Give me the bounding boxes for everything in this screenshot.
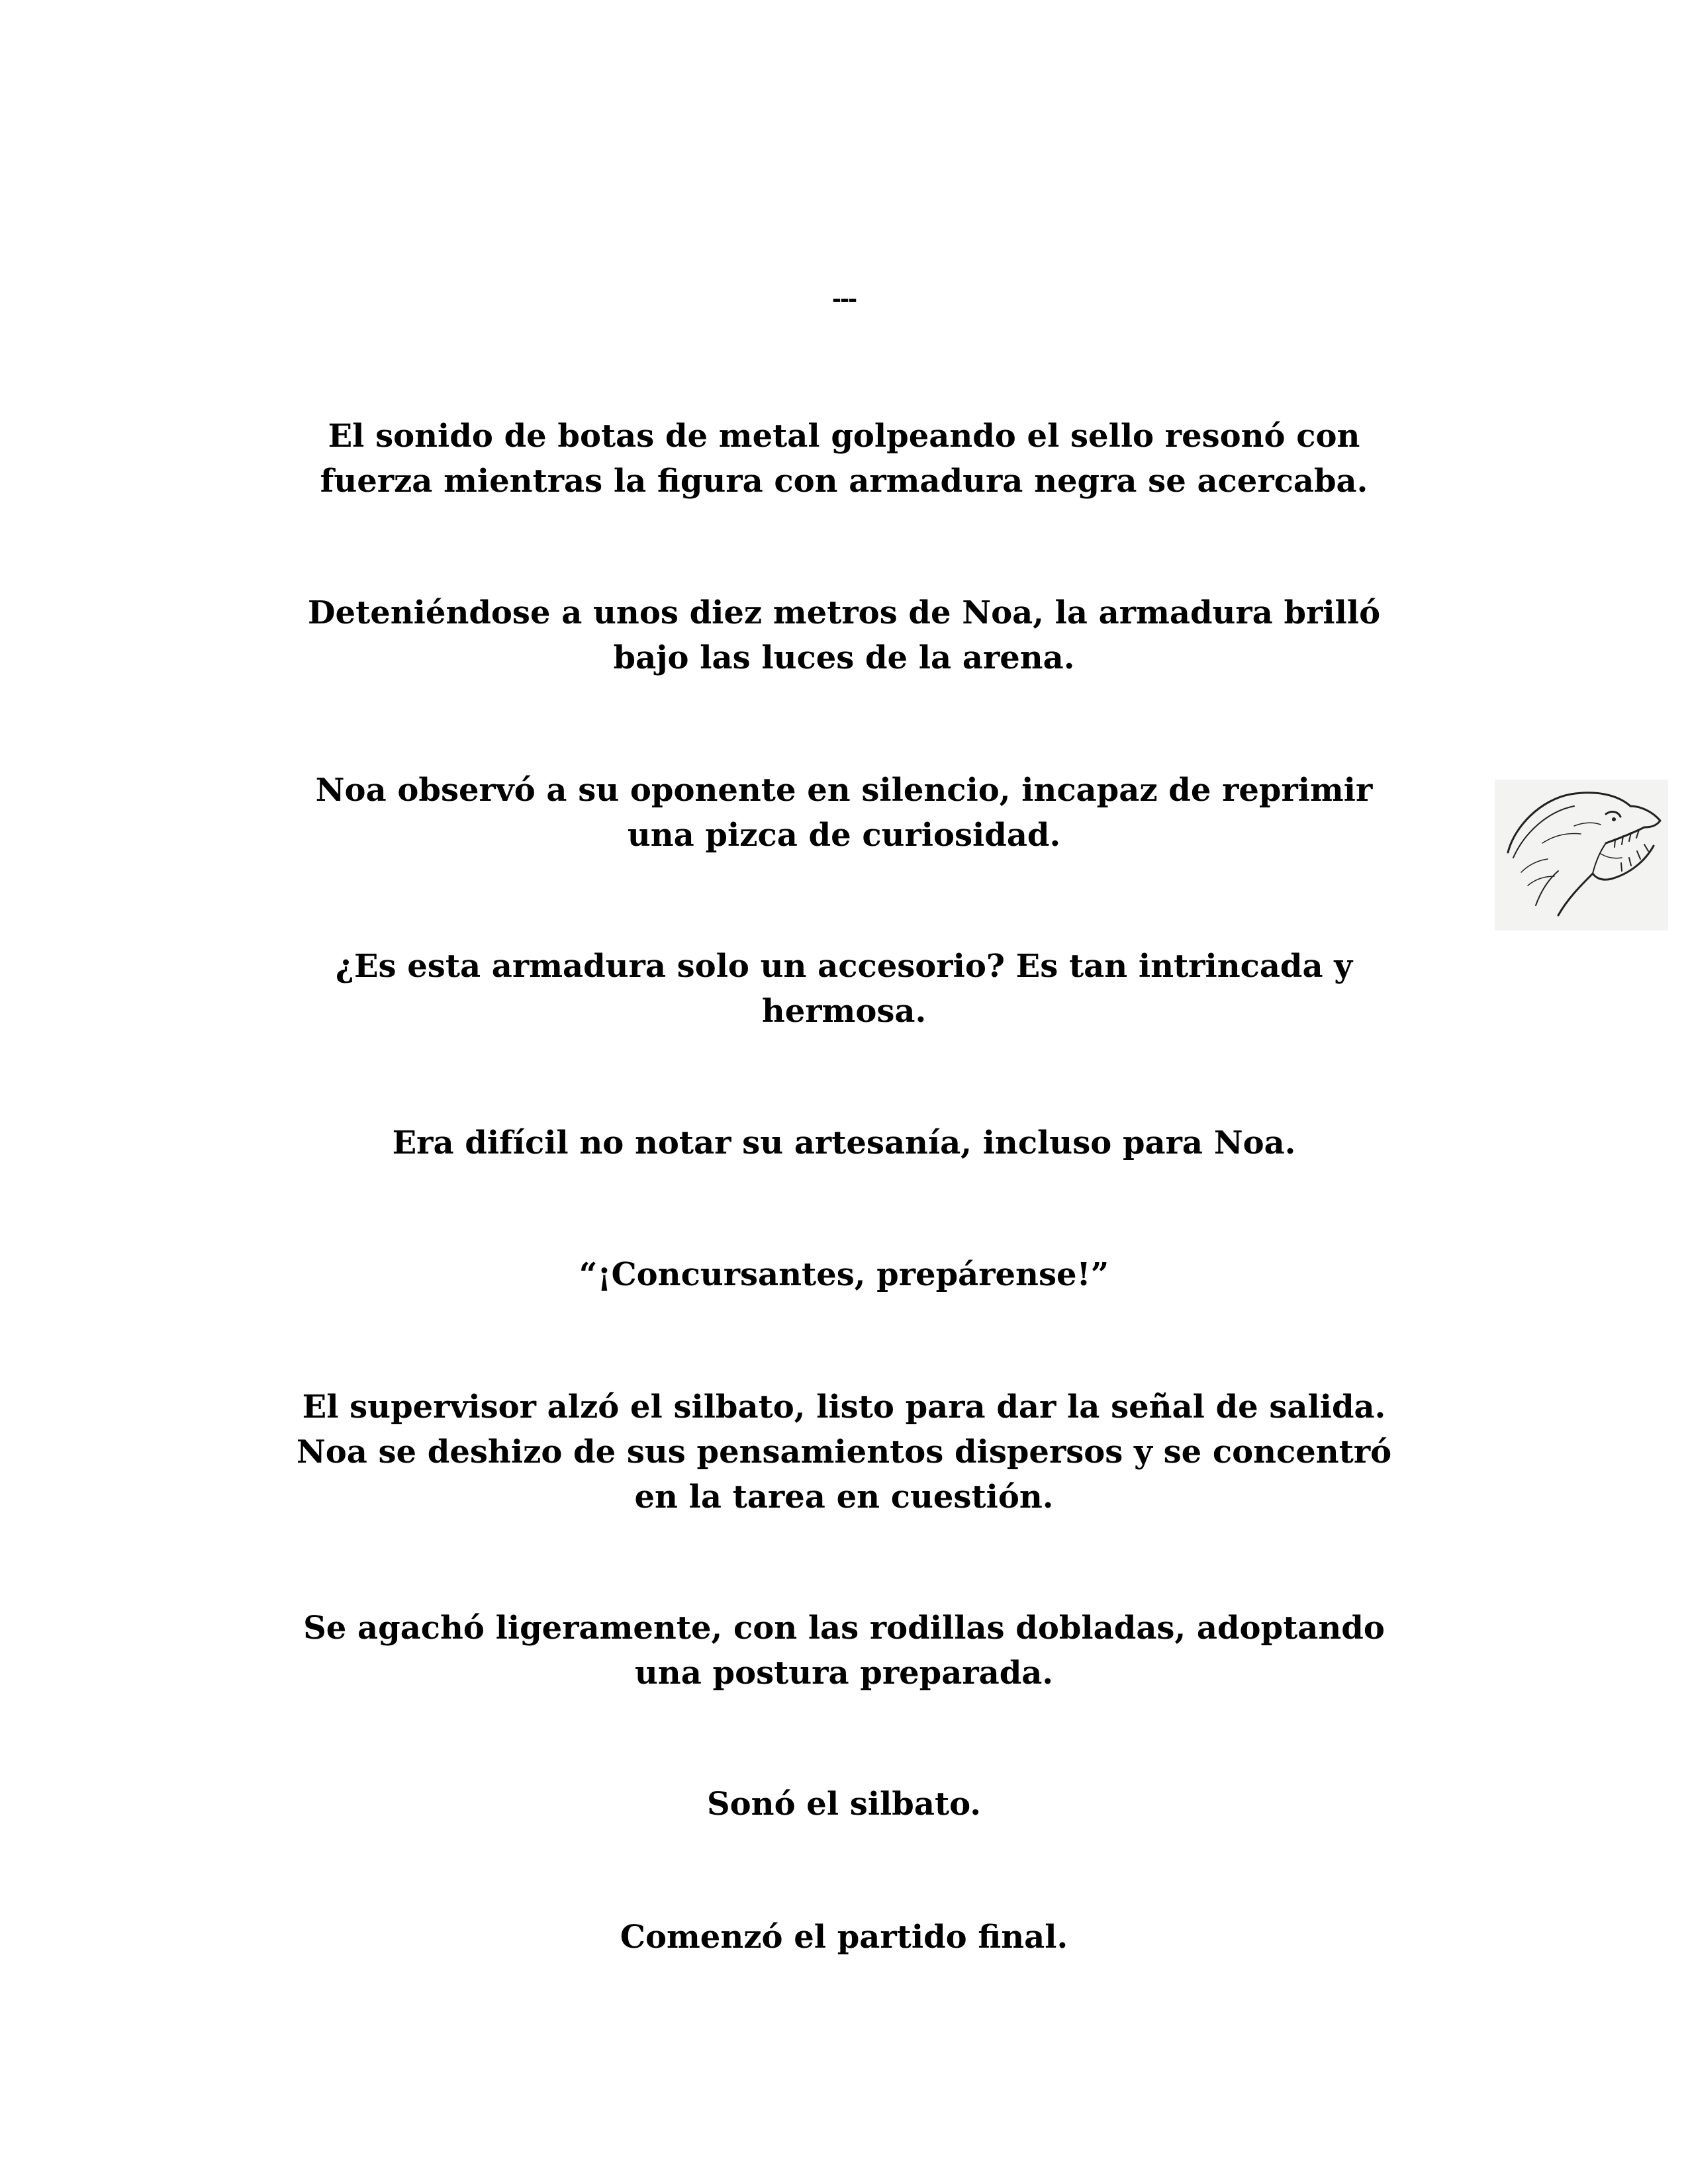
section-separator: --- [831,286,857,312]
paragraph-2: Deteniéndose a unos diez metros de Noa, la armadura brilló bajo las luces de la arena. [307,594,1381,676]
paragraph-6: “¡Concursantes, prepárense!” [579,1256,1109,1293]
paragraph-7: El supervisor alzó el silbato, listo para dar la señal de salida. Noa se deshizo de sus pensamientos dispersos y se concentró en la tarea en cuestión. [296,1388,1392,1516]
paragraph-3: Noa observó a su oponente en silencio, incapaz de reprimir una pizca de curiosidad. [315,772,1373,854]
dinosaur-head-sketch-icon [1495,780,1668,931]
paragraph-9: Sonó el silbato. [707,1786,981,1823]
paragraph-10: Comenzó el partido final. [620,1919,1068,1956]
paragraph-1: El sonido de botas de metal golpeando el sello resonó con fuerza mientras la figura con armadura negra se acercaba. [320,418,1368,500]
paragraph-8: Se agachó ligeramente, con las rodillas dobladas, adoptando una postura preparada. [303,1610,1385,1692]
paragraph-4: ¿Es esta armadura solo un accesorio? Es tan intrincada y hermosa. [335,948,1353,1030]
paragraph-5: Era difícil no notar su artesanía, incluso para Noa. [392,1124,1296,1161]
